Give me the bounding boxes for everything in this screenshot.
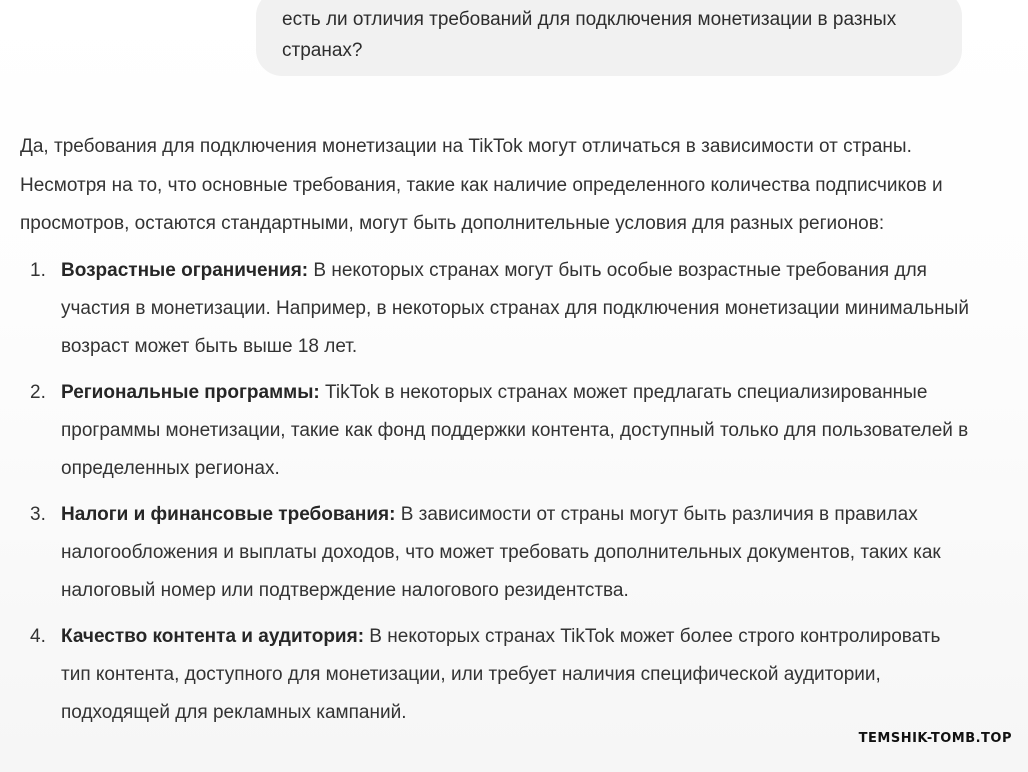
list-item	[20, 496, 970, 610]
list-item-title: Налоги и финансовые требования:	[61, 503, 396, 525]
user-message-text: есть ли отличия требований для подключения монетизации в разных странах?	[282, 9, 897, 61]
list-item-title: Возрастные ограничения:	[61, 259, 309, 281]
list-item-text: В некоторых странах TikTok может более строго контролировать тип контента, доступного для монетизации, или требует наличия специфической аудитории, подходящей для рекламных кампаний.	[61, 625, 941, 723]
list-item-text: В некоторых странах могут быть особые возрастные требования для участия в монетизации. Например, в некоторых странах для подключения монетизации минимальный возраст может быть выше 18 лет.	[61, 259, 969, 357]
list-item-number: 2.	[30, 381, 46, 403]
list-item	[20, 374, 970, 488]
list-item-number: 3.	[30, 503, 46, 525]
list-item	[20, 618, 970, 732]
assistant-intro-text: Да, требования для подключения монетизации на TikTok могут отличаться в зависимости от страны. Несмотря на то, что основные требования, такие как наличие определенного количества подписчиков и просмотров, остаются стандартными, могут быть дополнительные условия для разных регионов:	[20, 136, 943, 234]
list-item-title: Региональные программы:	[61, 381, 320, 403]
user-message-bubble	[256, 0, 962, 76]
requirements-list	[20, 252, 970, 732]
list-item-title: Качество контента и аудитория:	[61, 625, 365, 647]
list-item-number: 4.	[30, 625, 46, 647]
list-item-number: 1.	[30, 259, 46, 281]
list-item-text: TikTok в некоторых странах может предлагать специализированные программы монетизации, такие как фонд поддержки контента, доступный только для пользователей в определенных регионах.	[61, 381, 969, 479]
watermark-text: TEMSHIK-TOMB.TOP	[858, 731, 1012, 746]
list-item	[20, 252, 970, 366]
list-item-text: В зависимости от страны могут быть различия в правилах налогообложения и выплаты доходов, что может требовать дополнительных документов, таких как налоговый номер или подтверждение налогового резидентства.	[61, 503, 941, 601]
assistant-message	[20, 128, 970, 740]
